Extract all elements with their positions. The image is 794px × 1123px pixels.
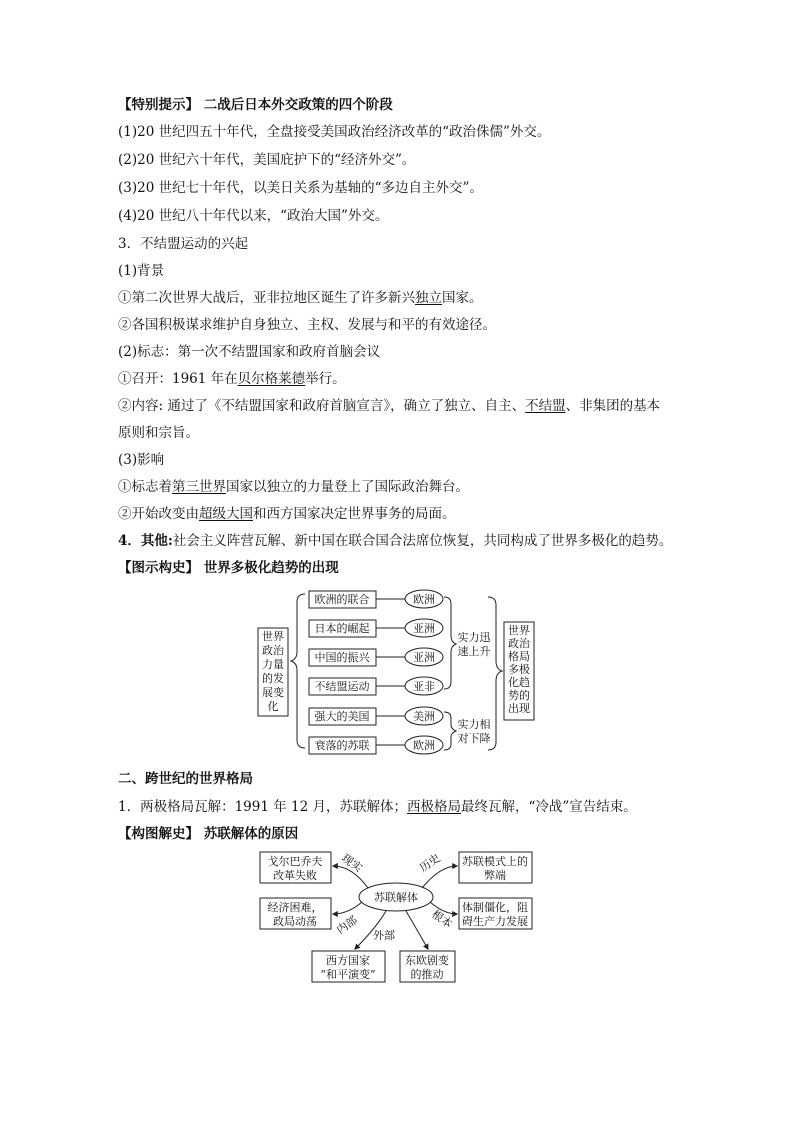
tip-title: 【特别提示】 二战后日本外交政策的四个阶段 [118,97,393,113]
tip-item-4: (4)20 世纪八十年代以来，“政治大国”外交。 [118,208,389,224]
subheading-background: (1)背景 [118,263,165,279]
right-box-line: 格局 [508,650,530,663]
mark-point-2-cont: 原则和宗旨。 [118,425,199,441]
right-box-line: 多极 [508,663,530,676]
region-oval: 美洲 [413,710,435,723]
right-box-line: 世界 [508,624,530,637]
mark-point-2: ②内容: 通过了《不结盟国家和政府首脑宣言》，确立了独立、自主、不结盟、非集团的基本 [118,398,661,414]
rise-label: 速上升 [457,645,491,658]
subheading-impact: (3)影响 [118,452,165,468]
row-label: 衰落的苏联 [314,739,370,752]
underlined-term: 不结盟 [525,398,566,414]
cause-box-tl: 改革失败 [273,869,317,882]
row-label: 强大的美国 [314,710,370,723]
background-point-2: ②各国积极谋求维护自身独立、主权、发展与和平的有效途径。 [118,317,496,333]
cause-box-tr: 弊端 [484,869,506,882]
impact-point-1: ①标志着第三世界国家以独立的力量登上了国际政治舞台。 [118,479,469,495]
section-heading: 3．不结盟运动的兴起 [118,236,249,252]
cause-box-bl: 西方国家 [326,954,370,967]
tip-item-3: (3)20 世纪七十年代，以美日关系为基轴的“多边自主外交”。 [118,180,483,196]
cause-box-mr: 体制僵化，阻 [462,901,528,914]
right-box-line: 政治 [508,637,530,650]
section-two-p1: 1．两极格局瓦解：1991 年 12 月，苏联解体；西极格局最终瓦解，“冷战”宣告结束。 [118,799,637,815]
arrow-label: 内部 [334,913,360,937]
cause-box-br: 东欧剧变 [405,954,449,967]
underlined-term: 西极格局 [407,799,461,815]
region-oval: 亚洲 [413,622,435,635]
background-point-1: ①第二次世界大战后，亚非拉地区诞生了许多新兴独立国家。 [118,290,483,306]
cause-box-tr: 苏联模式上的 [462,855,528,868]
arrow-label: 历史 [417,851,443,875]
left-box-line: 政治 [262,644,284,657]
left-box-line: 展变 [262,686,284,699]
cause-box-ml: 政局动荡 [273,915,317,928]
row-label: 日本的崛起 [314,622,370,635]
region-oval: 欧洲 [413,739,435,752]
row-label: 欧洲的联合 [314,593,370,606]
underlined-term: 独立 [415,290,442,306]
left-box-line: 力量 [262,658,284,671]
cause-box-br: 的推动 [410,968,444,981]
region-oval: 欧洲 [413,593,435,606]
left-box-line: 化 [267,700,279,713]
rise-label: 实力迅 [457,631,491,644]
region-oval: 亚洲 [413,651,435,664]
diagram2-title: 【构图解史】 苏联解体的原因 [118,826,299,842]
arrow-label: 根本 [429,907,455,931]
underlined-term: 超级大国 [199,506,253,522]
right-box-line: 化趋 [508,676,530,689]
region-oval: 亚非 [413,680,435,693]
cause-box-bl: “和平演变” [320,968,376,981]
arrow-label: 外部 [373,929,395,942]
subheading-mark: (2)标志：第一次不结盟国家和政府首脑会议 [118,344,381,360]
left-box-line: 世界 [262,630,284,643]
right-box-line: 出现 [508,702,530,715]
mark-point-1: ①召开：1961 年在贝尔格莱德举行。 [118,371,346,387]
underlined-term: 第三世界 [172,479,226,495]
section-two-heading: 二、跨世纪的世界格局 [118,771,253,787]
diagram1-title: 【图示构史】 世界多极化趋势的出现 [118,560,339,576]
cause-box-tl: 戈尔巴乔夫 [267,855,323,868]
cause-box-mr: 碍生产力发展 [462,915,528,928]
row-label: 中国的振兴 [314,651,370,664]
underlined-term: 贝尔格莱德 [237,371,306,387]
left-box-line: 的发 [262,672,284,685]
impact-point-2: ②开始改变由超级大国和西方国家决定世界事务的局面。 [118,506,456,522]
section-4: 4．其他:社会主义阵营瓦解、新中国在联合国合法席位恢复，共同构成了世界多极化的趋势。 [118,533,673,549]
cause-box-ml: 经济困难， [267,901,323,914]
tip-item-1: (1)20 世纪四五十年代，全盘接受美国政治经济改革的“政治侏儒”外交。 [118,124,551,140]
center-node: 苏联解体 [374,891,418,904]
fall-label: 实力相 [457,718,491,731]
fall-label: 对下降 [457,732,491,745]
right-box-line: 势的 [508,689,530,702]
arrow-label: 现实 [339,851,365,875]
row-label: 不结盟运动 [314,680,370,693]
tip-item-2: (2)20 世纪六十年代，美国庇护下的“经济外交”。 [118,152,416,168]
